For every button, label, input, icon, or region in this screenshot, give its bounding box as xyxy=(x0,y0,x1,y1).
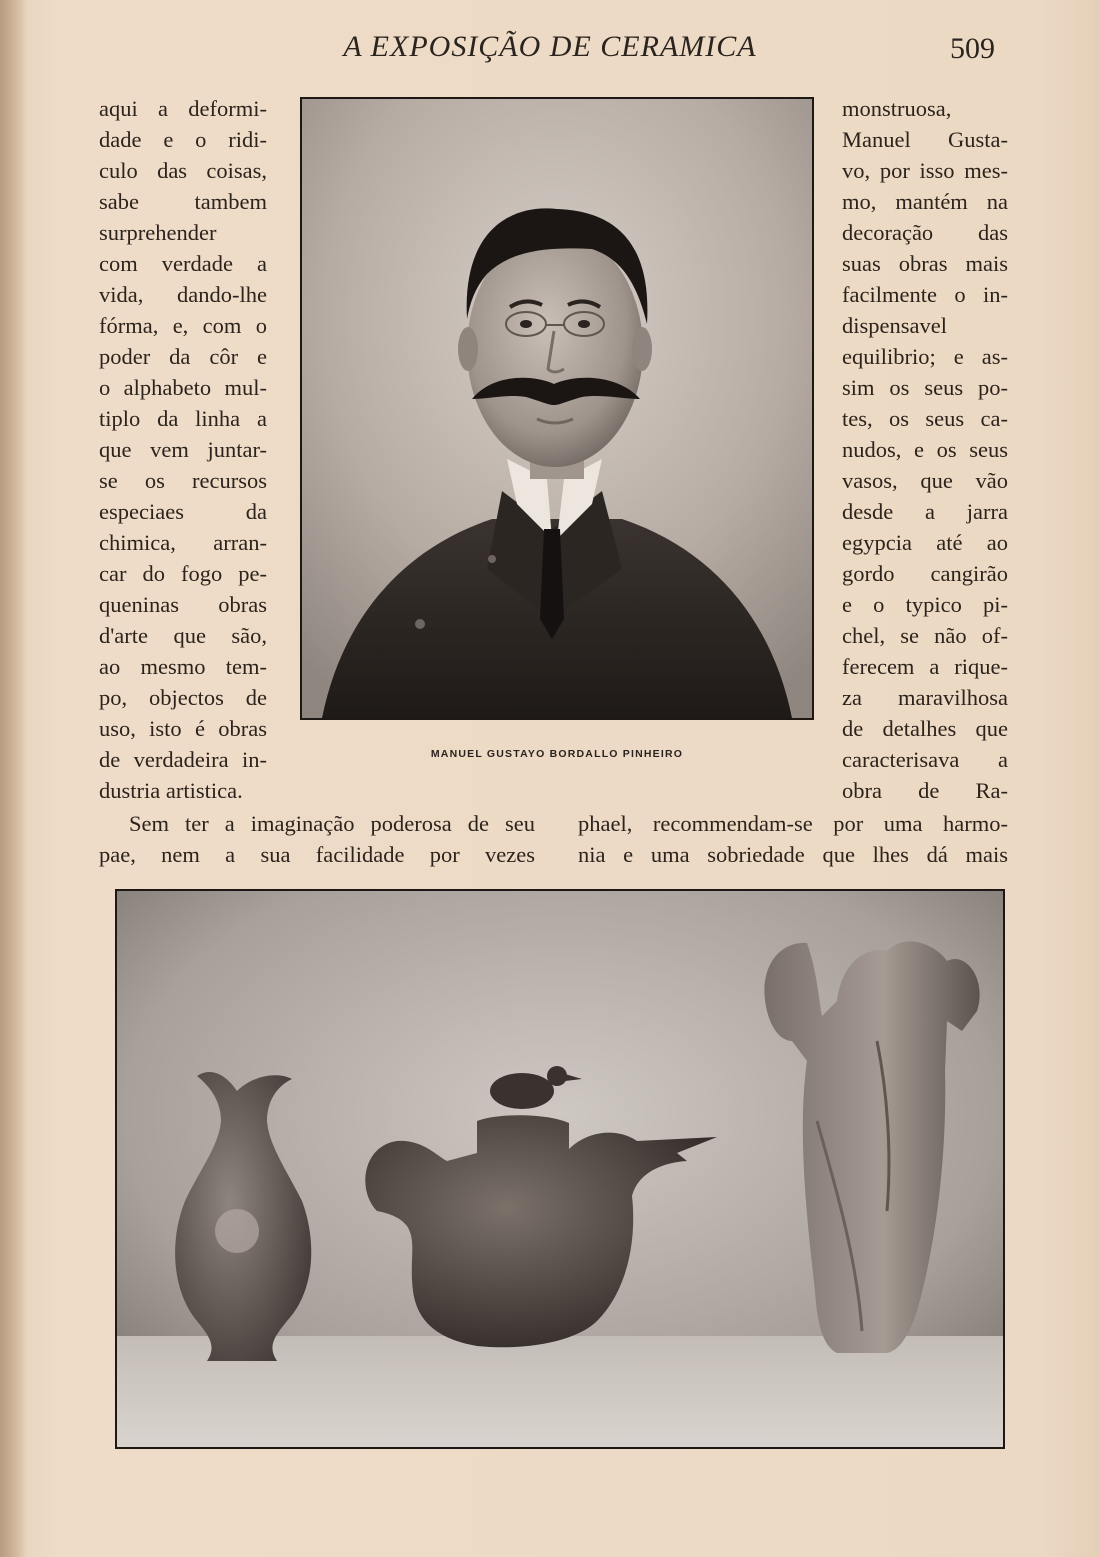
running-header-title: A EXPOSIÇÃO DE CERAMICA xyxy=(343,30,757,63)
text-line: queninas obras xyxy=(99,592,267,617)
text-line: especiaes da xyxy=(99,499,267,524)
portrait-caption: MANUEL GUSTAYO BORDALLO PINHEIRO xyxy=(430,748,684,760)
portrait-illustration xyxy=(302,99,812,718)
bottom-right-paragraph xyxy=(578,808,1008,870)
text-line: dispensavel xyxy=(842,313,947,338)
text-line: tes, os seus ca- xyxy=(842,406,1008,431)
text-line: vo, por isso mes- xyxy=(842,158,1008,183)
right-text-column xyxy=(842,93,1008,806)
text-line: Manuel Gusta- xyxy=(842,127,1008,152)
text-line: caracterisava a xyxy=(842,747,1008,772)
portrait-photo xyxy=(300,97,814,720)
text-line: nia e uma sobriedade que lhes dá mais xyxy=(578,842,1008,867)
text-line: se os recursos xyxy=(99,468,267,493)
text-line: uso, isto é obras xyxy=(99,716,267,741)
text-line: d'arte que são, xyxy=(99,623,267,648)
text-line: nudos, e os seus xyxy=(842,437,1008,462)
text-line: aqui a deformi- xyxy=(99,96,267,121)
text-line: culo das coisas, xyxy=(99,158,267,183)
text-line: po, objectos de xyxy=(99,685,267,710)
text-line: fórma, e, com o xyxy=(99,313,267,338)
text-line: obra de Ra- xyxy=(842,778,1008,803)
text-line: Sem ter a imaginação poderosa de seu xyxy=(129,811,535,836)
text-line: vasos, que vão xyxy=(842,468,1008,493)
text-line: sim os seus po- xyxy=(842,375,1008,400)
text-line: egypcia até ao xyxy=(842,530,1008,555)
text-line: e o typico pi- xyxy=(842,592,1008,617)
text-line: facilmente o in- xyxy=(842,282,1008,307)
text-line: monstruosa, xyxy=(842,96,952,121)
text-line: que vem juntar- xyxy=(99,437,267,462)
text-line: car do fogo pe- xyxy=(99,561,267,586)
text-line: decoração das xyxy=(842,220,1008,245)
text-line: ferecem a rique- xyxy=(842,654,1008,679)
text-line: chimica, arran- xyxy=(99,530,267,555)
text-line: pae, nem a sua facilidade por vezes xyxy=(99,842,535,867)
bottom-left-paragraph xyxy=(99,808,535,870)
left-text-column xyxy=(99,93,267,806)
text-line: za maravilhosa xyxy=(842,685,1008,710)
book-spine-shadow xyxy=(0,0,26,1557)
text-line: equilibrio; e as- xyxy=(842,344,1008,369)
text-line: chel, se não of- xyxy=(842,623,1008,648)
text-line: surprehender xyxy=(99,220,217,245)
text-line: o alphabeto mul- xyxy=(99,375,267,400)
text-line: mo, mantém na xyxy=(842,189,1008,214)
ceramics-photo xyxy=(115,889,1005,1449)
text-line: dustria artistica. xyxy=(99,778,243,803)
ceramics-illustration xyxy=(117,891,1003,1447)
text-line: tiplo da linha a xyxy=(99,406,267,431)
text-line: poder da côr e xyxy=(99,344,267,369)
text-line: de verdadeira in- xyxy=(99,747,267,772)
text-line: dade e o ridi- xyxy=(99,127,267,152)
text-line: ao mesmo tem- xyxy=(99,654,267,679)
text-line: desde a jarra xyxy=(842,499,1008,524)
text-line: vida, dando-lhe xyxy=(99,282,267,307)
text-line: suas obras mais xyxy=(842,251,1008,276)
text-line: com verdade a xyxy=(99,251,267,276)
text-line: sabe tambem xyxy=(99,189,267,214)
text-line: gordo cangirão xyxy=(842,561,1008,586)
text-line: phael, recommendam-se por uma harmo- xyxy=(578,811,1008,836)
text-line: de detalhes que xyxy=(842,716,1008,741)
page-number: 509 xyxy=(950,32,995,65)
